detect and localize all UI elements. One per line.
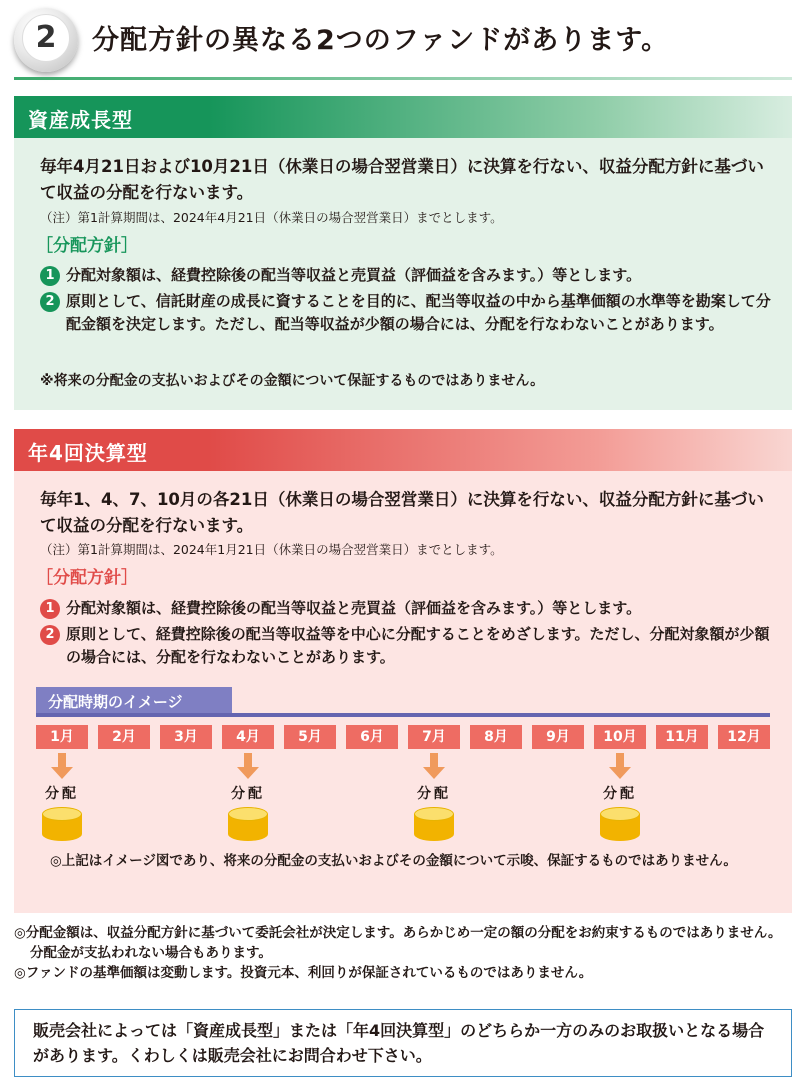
growth-fund-header bbox=[14, 96, 792, 138]
growth-fund-title: 資産成長型 bbox=[28, 108, 133, 132]
growth-policy-item: 2 原則として、信託財産の成長に資することを目的に、配当等収益の中から基準価額の水準等を勘案して分配金額を決定します。ただし、配当等収益が少額の場合には、分配を行なわないことがあります。 bbox=[40, 290, 778, 336]
month-label: 2月 bbox=[98, 725, 150, 749]
month-label: 4月 bbox=[222, 725, 274, 749]
growth-fund-panel bbox=[14, 96, 792, 410]
step-number: 2 bbox=[22, 14, 70, 62]
quarterly-policy-heading: ［分配方針］ bbox=[36, 568, 138, 588]
number-2-icon: 2 bbox=[40, 625, 60, 645]
month-label: 1月 bbox=[36, 725, 88, 749]
distribution-label: 分配 bbox=[45, 786, 79, 802]
number-1-icon: 1 bbox=[40, 266, 60, 286]
step-number-badge bbox=[14, 8, 78, 72]
growth-policy-heading: ［分配方針］ bbox=[36, 236, 138, 256]
down-arrow-icon bbox=[616, 753, 624, 767]
distribution-marker-jan bbox=[36, 753, 88, 845]
quarterly-fund-panel bbox=[14, 429, 792, 913]
distributor-notice-box bbox=[14, 1009, 792, 1077]
growth-policy-list bbox=[40, 264, 778, 336]
quarterly-policy-item: 2 原則として、経費控除後の配当等収益等を中心に分配することをめざします。ただし、分配対象額が少額の場合には、分配を行なわないことがあります。 bbox=[40, 623, 778, 669]
distribution-marker-oct bbox=[594, 753, 646, 845]
month-label: 6月 bbox=[346, 725, 398, 749]
quarterly-fund-note: （注）第1計算期間は、2024年1月21日（休業日の場合翌営業日）までとします。 bbox=[40, 542, 503, 557]
down-arrow-icon bbox=[58, 753, 66, 767]
month-label: 8月 bbox=[470, 725, 522, 749]
footer-notes bbox=[14, 923, 792, 983]
month-row bbox=[36, 725, 770, 749]
month-label: 10月 bbox=[594, 725, 646, 749]
quarterly-fund-lead: 毎年1、4、7、10月の各21日（休業日の場合翌営業日）に決算を行ない、収益分配方針に基づいて収益の分配を行ないます。 bbox=[40, 490, 764, 535]
page-title: 分配方針の異なる2つのファンドがあります。 bbox=[92, 25, 670, 56]
number-1-icon: 1 bbox=[40, 599, 60, 619]
coin-stack-icon bbox=[600, 807, 640, 841]
distribution-image-divider bbox=[36, 713, 770, 717]
growth-disclaimer: ※将来の分配金の支払いおよびその金額について保証するものではありません。 bbox=[40, 373, 545, 389]
coin-stack-icon bbox=[414, 807, 454, 841]
distribution-image-label: 分配時期のイメージ bbox=[36, 687, 232, 717]
distribution-label: 分配 bbox=[603, 786, 637, 802]
growth-policy-item: 1 分配対象額は、経費控除後の配当等収益と売買益（評価益を含みます。）等とします。 bbox=[40, 264, 778, 287]
growth-fund-note: （注）第1計算期間は、2024年4月21日（休業日の場合翌営業日）までとします。 bbox=[40, 210, 503, 225]
image-disclaimer: ◎上記はイメージ図であり、将来の分配金の支払いおよびその金額について示唆、保証するものではありません。 bbox=[50, 853, 737, 869]
number-2-icon: 2 bbox=[40, 292, 60, 312]
section-header bbox=[0, 0, 803, 82]
growth-fund-lead: 毎年4月21日および10月21日（休業日の場合翌営業日）に決算を行ない、収益分配方針に基づいて収益の分配を行ないます。 bbox=[40, 157, 764, 202]
quarterly-policy-list bbox=[40, 597, 778, 669]
coin-stack-icon bbox=[228, 807, 268, 841]
header-divider bbox=[14, 77, 792, 80]
coin-stack-icon bbox=[42, 807, 82, 841]
down-arrow-icon bbox=[430, 753, 438, 767]
month-label: 9月 bbox=[532, 725, 584, 749]
footer-note: ◎ファンドの基準価額は変動します。投資元本、利回りが保証されているものではありません。 bbox=[14, 965, 593, 981]
distribution-marker-apr bbox=[222, 753, 274, 845]
distribution-label: 分配 bbox=[231, 786, 265, 802]
month-label: 7月 bbox=[408, 725, 460, 749]
month-label: 12月 bbox=[718, 725, 770, 749]
distribution-marker-jul bbox=[408, 753, 460, 845]
month-label: 5月 bbox=[284, 725, 336, 749]
month-label: 11月 bbox=[656, 725, 708, 749]
distributor-notice-text: 販売会社によっては「資産成長型」または「年4回決算型」のどちらか一方のみのお取扱いとなる場合があります。くわしくは販売会社にお問合わせ下さい。 bbox=[33, 1021, 765, 1065]
quarterly-fund-header bbox=[14, 429, 792, 471]
quarterly-policy-item: 1 分配対象額は、経費控除後の配当等収益と売買益（評価益を含みます。）等とします。 bbox=[40, 597, 778, 620]
down-arrow-icon bbox=[244, 753, 252, 767]
quarterly-fund-title: 年4回決算型 bbox=[28, 441, 148, 465]
distribution-label: 分配 bbox=[417, 786, 451, 802]
footer-note: ◎分配金額は、収益分配方針に基づいて委託会社が決定します。あらかじめ一定の額の分配をお約束するものではありません。分配金が支払われない場合もあります。 bbox=[14, 925, 782, 961]
month-label: 3月 bbox=[160, 725, 212, 749]
